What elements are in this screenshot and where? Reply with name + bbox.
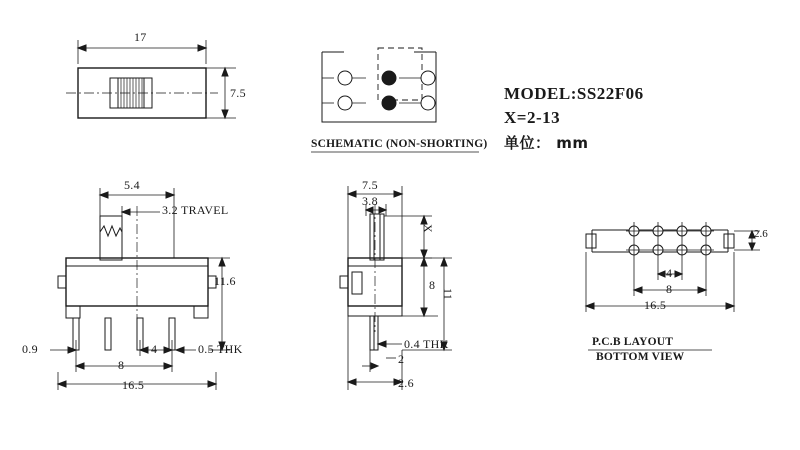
dim-front-travel: 3.2 TRAVEL [162,203,229,217]
model-title: MODEL:SS22F06 [504,84,644,103]
dim-pcb-hole-pitch: 4 [666,266,673,280]
dim-top-height: 7.5 [230,86,246,100]
x-range-label: X=2-13 [504,108,561,127]
dim-side-lever-width: 3.8 [362,194,378,208]
dim-side-x: X [421,224,435,233]
dim-front-pin-thk: 0.5 THK [198,342,243,356]
dim-front-lever-span: 5.4 [124,178,140,192]
pcb-caption-line2: BOTTOM VIEW [596,351,685,363]
dim-pcb-pad-edge: 2.6 [754,228,768,240]
dim-top-width: 17 [134,30,147,44]
dim-front-body-height: 11.6 [214,274,236,288]
dim-front-pin-span: 8 [118,358,125,372]
dim-side-pin-len: 2 [398,352,405,366]
dim-front-pin-pitch: 4 [151,342,158,356]
dim-front-pin-offset: 0.9 [22,342,38,356]
unit-label: 单位： mm [504,134,589,152]
pcb-caption-line1: P.C.B LAYOUT [592,336,674,348]
dim-front-overall-length: 16.5 [122,378,145,392]
dim-side-total-height: 11 [441,288,455,301]
dim-pcb-hole-span: 8 [666,282,673,296]
dim-side-seat-height: 8 [429,278,436,292]
dim-side-pin-bottom: 2.6 [398,376,414,390]
dim-side-pin-thk: 0.4 THK [404,337,449,351]
dim-side-body-width: 7.5 [362,178,378,192]
schematic-caption: SCHEMATIC (NON-SHORTING) [311,138,488,150]
dim-pcb-board-span: 16.5 [644,298,667,312]
